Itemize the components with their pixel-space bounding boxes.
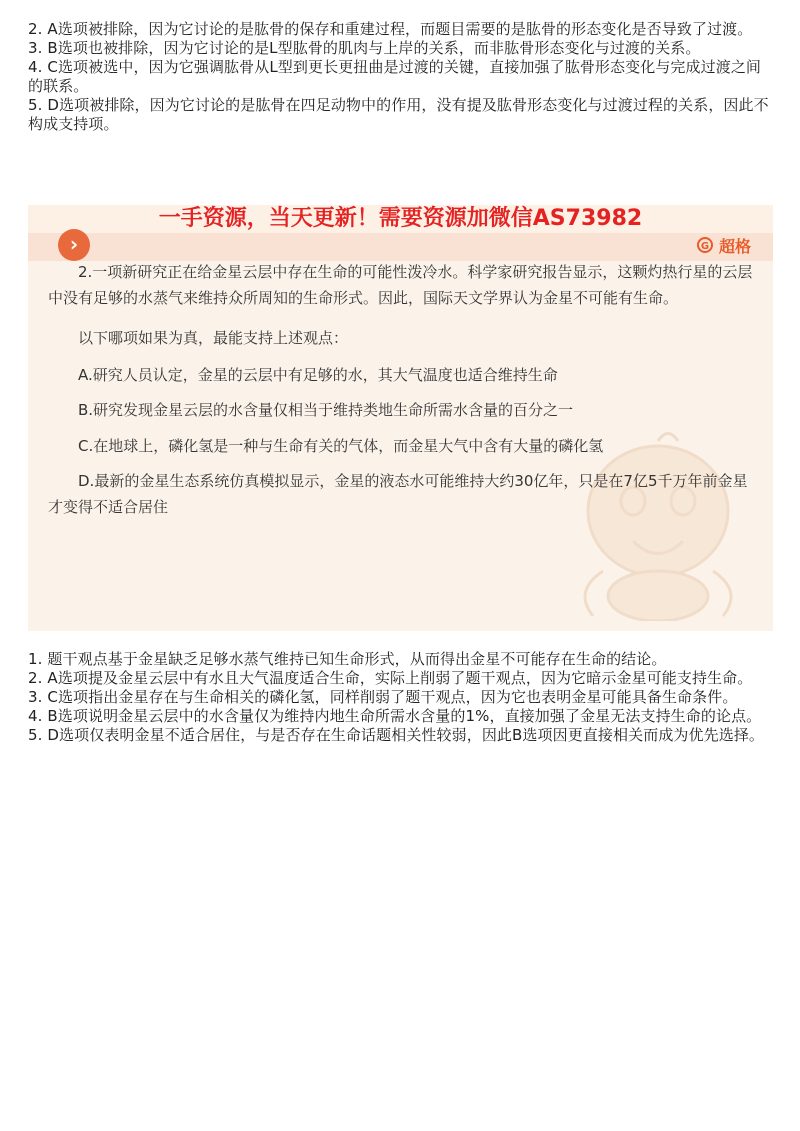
promo-banner: 一手资源，当天更新！需要资源加微信AS73982 — [28, 205, 773, 233]
paragraph: 3. C选项指出金星存在与生命相关的磷化氢，同样削弱了题干观点，因为它也表明金星可能具备生命条件。 — [28, 688, 738, 706]
paragraph: 5. D选项被排除，因为它讨论的是肱骨在四足动物中的作用，没有提及肱骨形态变化与过渡过程的关系，因此不构成支持项。 — [28, 96, 769, 133]
logo-icon: G — [697, 237, 713, 253]
explanation-bottom — [28, 650, 776, 745]
paragraph: 1. 题干观点基于金星缺乏足够水蒸气维持已知生命形式，从而得出金星不可能存在生命的结论。 — [28, 650, 667, 668]
paragraph: 3. B选项也被排除，因为它讨论的是L型肱骨的肌肉与上岸的关系，而非肱骨形态变化与过渡的关系。 — [28, 39, 701, 57]
explanation-top — [28, 20, 776, 134]
brand-logo — [697, 233, 751, 257]
header-band — [28, 233, 773, 261]
paragraph: 4. B选项说明金星云层中的水含量仅为维持内地生命所需水含量的1%，直接加强了金星无法支持生命的论点。 — [28, 707, 762, 725]
chevron-right-icon: › — [58, 229, 90, 261]
question-prompt: 以下哪项如果为真，最能支持上述观点： — [78, 329, 349, 347]
paragraph: 2. A选项提及金星云层中有水且大气温度适合生命，实际上削弱了题干观点，因为它暗示金星可能支持生命。 — [28, 669, 753, 687]
option-d: D.最新的金星生态系统仿真模拟显示，金星的液态水可能维持大约30亿年，只是在7亿5千万年前金星才变得不适合居住 — [48, 472, 748, 516]
option-c: C.在地球上，磷化氢是一种与生命有关的气体，而金星大气中含有大量的磷化氢 — [78, 437, 604, 455]
logo-text: 超格 — [718, 236, 751, 256]
paragraph: 2. A选项被排除，因为它讨论的是肱骨的保存和重建过程，而题目需要的是肱骨的形态变化是否导致了过渡。 — [28, 20, 753, 38]
question-slide-image — [28, 205, 773, 631]
question-stem: 2.一项新研究正在给金星云层中存在生命的可能性泼冷水。科学家研究报告显示，这颗灼热行星的云层中没有足够的水蒸气来维持众所周知的生命形式。因此，国际天文学界认为金星不可能有生命。 — [48, 263, 753, 307]
option-a: A.研究人员认定，金星的云层中有足够的水，其大气温度也适合维持生命 — [78, 366, 558, 384]
option-b: B.研究发现金星云层的水含量仅相当于维持类地生命所需水含量的百分之一 — [78, 401, 574, 419]
paragraph: 4. C选项被选中，因为它强调肱骨从L型到更长更扭曲是过渡的关键，直接加强了肱骨形态变化与完成过渡之间的联系。 — [28, 58, 762, 95]
paragraph: 5. D选项仅表明金星不适合居住，与是否存在生命话题相关性较弱，因此B选项因更直接相关而成为优先选择。 — [28, 726, 765, 744]
